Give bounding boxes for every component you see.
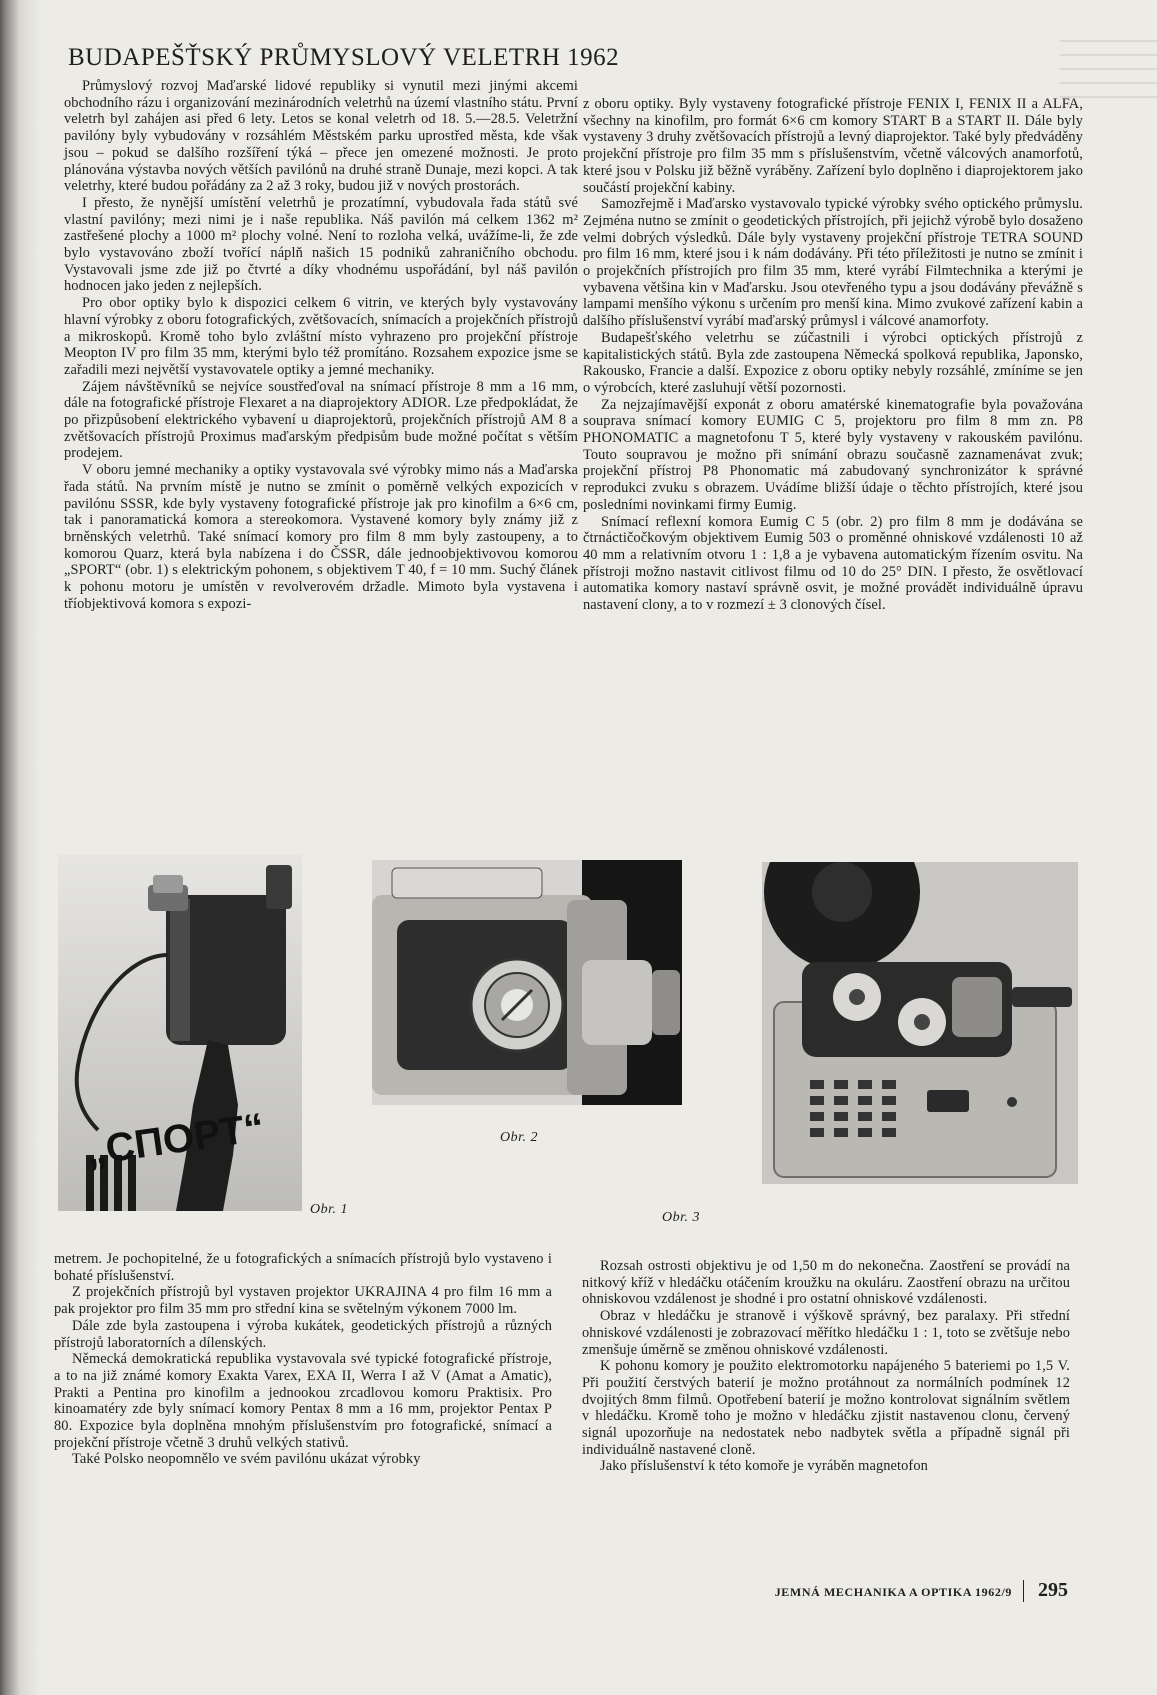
paragraph: K pohonu komory je použito elektromotorku napájeného 5 bateriemi po 1,5 V. Při použití čerstvých baterií je možno protáhnout za normálních podmínek 12 dvojitých 8mm filmů. Opotřebení baterií je možno kontrolovat signálním světlem v hledáčku. Kromě toho je možno v hledáčku zjistit nastavenou clonu, červený signál upozorňuje na nedostatek nebo nadbytek světla a případně signál při individuálně nastavené cloně.: [582, 1358, 1070, 1458]
figure-2-caption: Obr. 2: [500, 1130, 539, 1145]
eumig-camera-photo: [372, 860, 682, 1105]
paragraph: Také Polsko neopomnělo ve svém pavilónu ukázat výrobky: [72, 1451, 421, 1468]
paragraph: Obraz v hledáčku je stranově i výškově správný, bez paralaxy. Při střední ohniskové vzdálenosti je zobrazovací měřítko hledáčku 1 : 1, toto se zvětšuje nebo zmenšuje úměrně se změnou ohniskové vzdálenosti.: [582, 1308, 1070, 1358]
footer-divider: [1023, 1580, 1024, 1602]
paragraph: z oboru optiky. Byly vystaveny fotografické přístroje FENIX I, FENIX II a ALFA, všechny na kinofilm, pro formát 6×6 cm komory START B a START II. Dále byly vystaveny 3 druhy zvětšovacích přístrojů a levný diaprojektor. Také byly předváděny projekční přístroje pro film 35 mm s příslušenstvím, včetně válcových anamorfotů, které jsou v Polsku již běžně vyráběny. Zařízení bylo doplněno i diaprojektorem jako součástí projekční kabiny.: [583, 96, 1083, 196]
sport-camera-photo: [58, 855, 302, 1211]
column-right: [583, 96, 1083, 614]
column-bottom-right: [582, 1258, 1070, 1475]
paragraph: Samozřejmě i Maďarsko vystavovalo typické výrobky svého optického průmyslu. Zejména nutno se zmínit o geodetických přístrojích, při jejichž výrobě bylo dosaženo velmi dobrých výsledků. Dále byly vystaveny projekční přístroje TETRA SOUND pro film 16 mm, které jsou i k nám dodávány. Při této příležitosti je nutno se zmínit i o projekčních přístrojích pro film 35 mm, které vyrábí Filmtechnika a kterými je vybavena většina kin v Maďarsku. Jsou otevřeného typu a jsou dodávány převážně s lampami menšího výkonu s určením pro menší kina. Mimo zvukové zařízení kabin a dalšího příslušenství vyrábí maďarský průmysl i válcové anamorfoty.: [583, 196, 1083, 330]
paragraph: Průmyslový rozvoj Maďarské lidové republiky si vynutil mezi jinými akcemi obchodního rázu i organizování mezinárodních veletrhů na území vlastního státu. První veletrh byl zahájen asi před 6 lety. Letos se konal veletrh od 18. 5.—28.5. Veletržní pavilóny byly vybudovány v rozsáhlém Městském parku uprostřed města, kde však jsou – pokud se dalšího rozšíření týká – přece jen omezené možnosti. Je proto plánována výstavba nových větších pavilónů na druhé straně Dunaje, mezi kopci. A tak veletrhy, které budou pořádány za 2 až 3 roky, budou již v nových prostorách.: [64, 78, 578, 195]
paragraph: Dále zde byla zastoupena i výroba kukátek, geodetických přístrojů a různých přístrojů laboratorních a dílenských.: [54, 1317, 552, 1351]
phonomatic-projector-photo: [762, 862, 1078, 1184]
paragraph: I přesto, že nynější umístění veletrhů je prozatímní, vybudovala řada států své vlastní pavilóny; mezi nimi je i naše republika. Náš pavilón má celkem 1362 m² zastřešené plochy a 1000 m² plochy volné. Není to rozloha velká, uvážíme-li, že zde bylo vystavováno zboží tvořící náplň našich 15 podniků zahraničního obchodu. Vystavovali jsme zde již po čtvrté a díky vhodnému uspořádání, byl náš pavilón hodnocen jako jeden z nejlepších.: [64, 194, 578, 295]
paragraph: V oboru jemné mechaniky a optiky vystavovala své výrobky mimo nás a Maďarska řada států. Na prvním místě je nutno se zmínit o poměrně velkých expozicích v pavilónu SSSR, kde byly vystaveny fotografické přístroje jak pro kinofilm a 6×6 cm, tak i panoramatická komora a stereokomora. Vystavené komory byly známy již z brněnských veletrhů. Také snímací komory pro film 8 mm byly zastoupeny, a to komorou Quarz, která byla nabízena i do ČSSR, dále jednoobjektivovou komorou „SPORT“ (obr. 1) s elektrickým pohonem, s objektivem T 40, f = 10 mm. Suchý článek k pohonu motoru je umístěn v revolverovém držadle. Mimoto byla vystavena i tříobjektivová komora s expozi-: [64, 462, 578, 612]
column-left: [64, 78, 578, 613]
paragraph: Snímací reflexní komora Eumig C 5 (obr. 2) pro film 8 mm je dodávána se čtrnáctičočkovým objektivem Eumig 503 o proměnné ohniskové vzdálenosti 10 až 40 mm a relativním otvoru 1 : 1,8 a je vybavena automatickým řízením osvitu. Na přístroji možno nastavit citlivost filmu od 10 do 25° DIN. I přesto, že osvětlovací automatika komory nastaví správně osvit, je možné provádět individuálně úpravu nastavení clony, a to v rozmezí ± 3 clonových čísel.: [583, 513, 1083, 614]
paragraph: Zájem návštěvníků se nejvíce soustřeďoval na snímací přístroje 8 mm a 16 mm, dále na fotografické přístroje Flexaret a na diaprojektory ADIOR. Lze předpokládat, že po přizpůsobení elektrického vybavení u diaprojektorů, projekčních přístrojů AM 8 a zvětšovacích přístrojů Proximus maďarským předpisům bude možné počítat s větším prodejem.: [64, 378, 578, 462]
figure-1-caption: Obr. 1: [310, 1202, 349, 1217]
journal-title: JEMNÁ MECHANIKA A OPTIKA 1962/9: [774, 1585, 1012, 1599]
paragraph: Rozsah ostrosti objektivu je od 1,50 m do nekonečna. Zaostření se provádí na nitkový kříž v hledáčku otáčením kroužku na okuláru. Zaostření obrazu na určitou ohniskovou vzdálenost je shodné i pro ostatní ohniskové vzdálenosti.: [582, 1258, 1070, 1308]
article-title: BUDAPEŠŤSKÝ PRŮMYSLOVÝ VELETRH 1962: [68, 44, 620, 71]
page-footer: [748, 1580, 1068, 1604]
figure-3-phonomatic-projector: [762, 862, 1078, 1184]
page-number: 295: [1038, 1579, 1068, 1601]
paragraph: Z projekčních přístrojů byl vystaven projektor UKRAJINA 4 pro film 16 mm a pak projektor pro film 35 mm pro střední kina se světelným výkonem 7000 lm.: [54, 1284, 552, 1318]
paragraph: Pro obor optiky bylo k dispozici celkem 6 vitrin, ve kterých byly vystavovány hlavní výrobky z oboru fotografických, zvětšovacích, snímacích a projekčních přístrojů a mikroskopů. Kromě toho bylo zvláštní místo vyhrazeno pro projekční přístroje Meopton IV pro film 35 mm, kterými bylo též promítáno. Rozsahem expozice jsme se zařadili mezi největší vystavovatele optiky a jemné mechaniky.: [64, 295, 578, 378]
paragraph: Budapešťského veletrhu se zúčastnili i výrobci optických přístrojů z kapitalistických států. Byla zde zastoupena Německá spolková republika, Japonsko, Rakousko, Francie a další. Expozice z oboru optiky nebyly rozsáhlé, zmíníme se jen o výrobcích, které zasluhují větší pozornosti.: [583, 329, 1083, 396]
paragraph: metrem. Je pochopitelné, že u fotografických a snímacích přístrojů bylo vystaveno i bohaté příslušenství.: [54, 1251, 552, 1284]
figure-1-sport-camera: [58, 855, 302, 1211]
figure-3-caption: Obr. 3: [662, 1210, 701, 1225]
paragraph: Německá demokratická republika vystavovala své typické fotografické přístroje, a to na již známé komory Exakta Varex, EXA II, Werra I až V (Amat a Amatic), Prakti a Pentina pro kinofilm a jednookou zrcadlovou komoru Praktisix. Pro kinoamatéry zde byly snímací komory Pentax 8 mm a 16 mm, projektor Pentax P 80. Expozice byla doplněna mnohým příslušenstvím pro fotografické, snímací a projekční přístroje včetně 3 druhů velkých stativů.: [54, 1351, 552, 1451]
paragraph: Za nejzajímavější exponát z oboru amatérské kinematografie byla považována souprava snímací komory EUMIG C 5, projektoru pro film 8 mm zn. P8 PHONOMATIC a magnetofonu T 5, které byly vystaveny v rakouském pavilónu. Touto soupravou je možno při snímání obrazu současně zaznamenávat zvuk; projekční přístroj P8 Phonomatic má zabudovaný synchronizátor k správné reprodukci zvuku s obrazem. Uvádíme bližší údaje o těchto přístrojích, které jsou posledními novinkami firmy Eumig.: [583, 396, 1083, 513]
paragraph: Jako příslušenství k této komoře je vyráběn magnetofon: [600, 1458, 928, 1475]
column-bottom-left: [54, 1251, 552, 1468]
sport-label: „СПОРТ“: [83, 1105, 267, 1174]
figure-2-eumig-camera: [372, 860, 682, 1105]
